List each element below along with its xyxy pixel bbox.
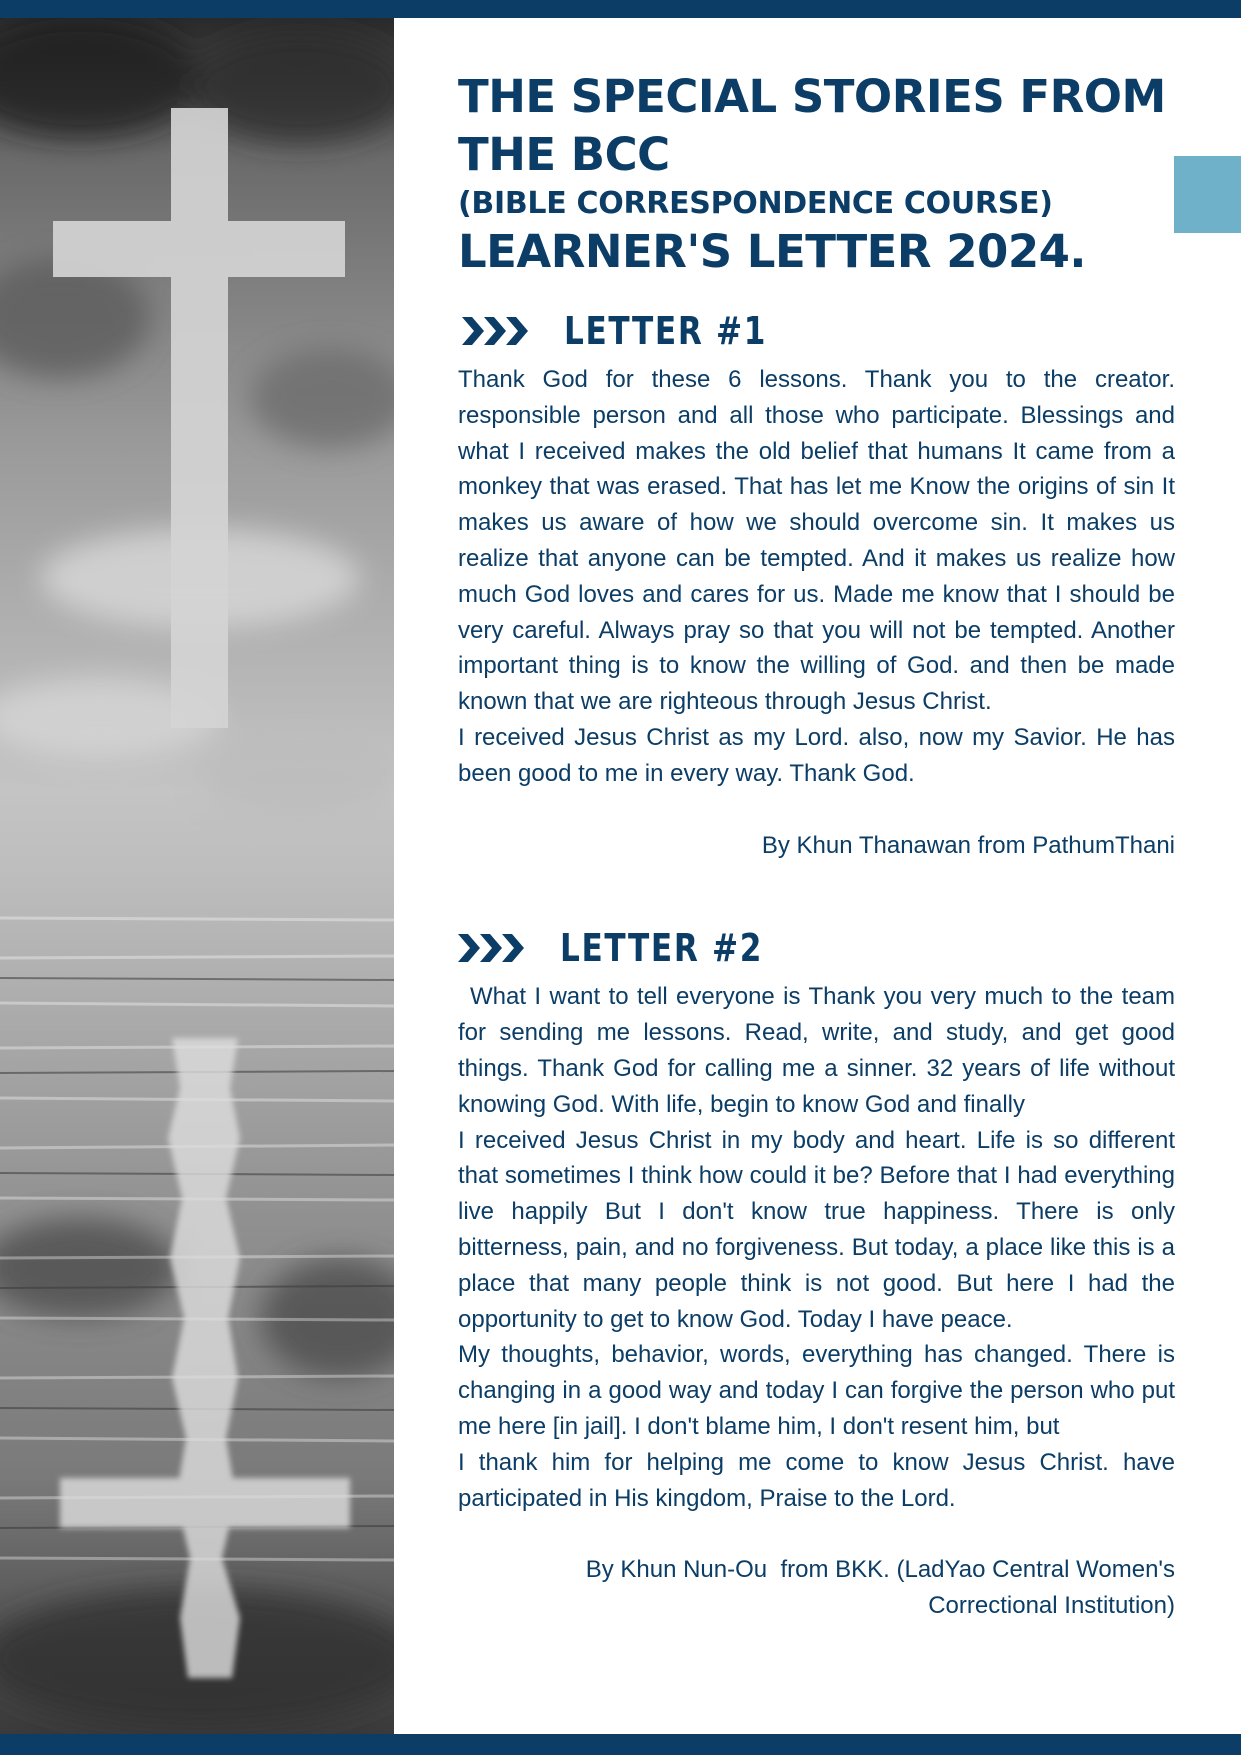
accent-square [1174,156,1241,233]
title-line-1: THE SPECIAL STORIES FROM THE BCC [458,70,1166,181]
letter-2-paragraph-3: My thoughts, behavior, words, everything has changed. There is changing in a good way and today I can forgive the person who put me here [in jail]. I don't blame him, I don't resent him, but [458,1341,1175,1440]
chevrons-right-icon [458,311,530,351]
letter-section-2 [458,923,1175,1624]
letter-2-paragraph-2: I received Jesus Christ in my body and heart. Life is so different that sometimes I think how could it be? Before that I had everything live happily But I don't know true happiness. There is only bitterness, pain, and no forgiveness. But today, a place like this is a place that many people think is not good. But here I had the opportunity to get to know God. Today I have peace. [458,1126,1175,1333]
letter-1-byline: By Khun Thanawan from PathumThani [761,831,1175,859]
letter-title-1: LETTER #1 [564,309,768,353]
letter-1-paragraph-2: I received Jesus Christ as my Lord. also, now my Savior. He has been good to me in every way. Thank God. [458,723,1175,787]
letter-2-paragraph-1: What I want to tell everyone is Thank you very much to the team for sending me lessons. Read, write, and study, and get good things. Thank God for calling me a sinner. 32 years of life without knowing God. With life, begin to know God and finally [458,983,1175,1118]
letter-1-paragraph-1: Thank God for these 6 lessons. Thank you to the creator. responsible person and all those who participate. Blessings and what I received makes the old belief that humans It came from a monkey that was erased. That has let me Know the origins of sin It makes us aware of how we should overcome sin. It makes us realize that anyone can be tempted. And it makes us realize how much God loves and cares for us. Made me know that I should be very careful. Always pray so that you will not be tempted. Another important thing is to know the willing of God. and then be made known that we are righteous through Jesus Christ. [458,366,1175,716]
letter-2-byline-line-1: By Khun Nun-Ou from BKK. (LadYao Central Women's [585,1556,1175,1584]
cross-reflection-image [0,18,394,1734]
main-content [458,68,1175,1624]
page-title [458,68,1175,280]
title-line-2: (BIBLE CORRESPONDENCE COURSE) [458,186,1053,221]
bottom-border-bar [0,1734,1241,1755]
title-line-3: LEARNER'S LETTER 2024. [458,225,1087,278]
letter-2-byline-line-2: Correctional Institution) [928,1592,1175,1620]
letter-2-byline [458,1552,1175,1624]
letter-title-2: LETTER #2 [560,926,764,971]
letter-heading-2 [458,923,1175,973]
letter-2-paragraph-4: I thank him for helping me come to know Jesus Christ. have participated in His kingdom, Praise to the Lord. [458,1448,1175,1512]
letter-heading-1 [458,306,1175,356]
chevrons-right-icon [454,928,526,968]
top-border-bar [0,0,1241,18]
letter-section-1 [458,306,1175,863]
